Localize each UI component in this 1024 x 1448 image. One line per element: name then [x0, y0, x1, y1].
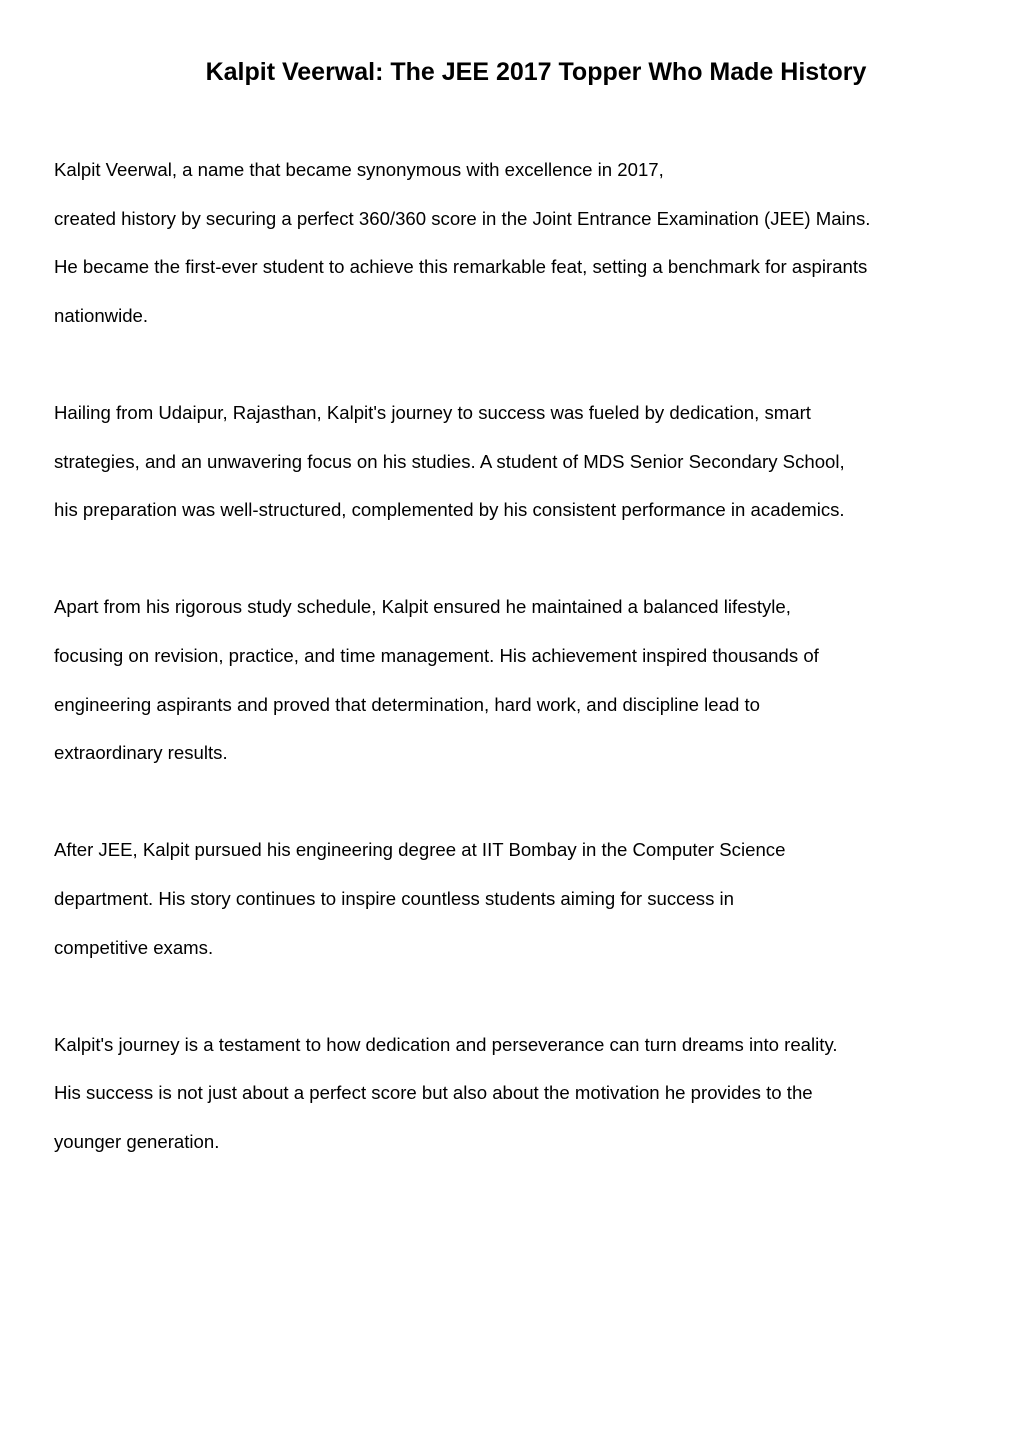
paragraph	[54, 826, 994, 972]
paragraph-line: nationwide.	[54, 304, 149, 326]
paragraph-line: Kalpit's journey is a testament to how dedication and perseverance can turn dreams into reality.	[54, 1033, 838, 1055]
paragraph-line: younger generation.	[54, 1130, 220, 1152]
paragraph	[54, 583, 994, 777]
paragraph-line: He became the first-ever student to achieve this remarkable feat, setting a benchmark for aspirants	[54, 256, 868, 278]
document-title: Kalpit Veerwal: The JEE 2017 Topper Who Made History	[205, 58, 867, 86]
paragraph-line: His success is not just about a perfect score but also about the motivation he provides to the	[54, 1082, 813, 1104]
paragraph-line: competitive exams.	[54, 936, 214, 958]
paragraph-line: created history by securing a perfect 360/360 score in the Joint Entrance Examination (JEE) Mains.	[54, 207, 871, 229]
paragraph-line: After JEE, Kalpit pursued his engineering degree at IIT Bombay in the Computer Science	[54, 839, 786, 861]
paragraph	[54, 1021, 994, 1167]
paragraph-line: strategies, and an unwavering focus on his studies. A student of MDS Senior Secondary School,	[54, 450, 845, 472]
paragraph-line: his preparation was well-structured, complemented by his consistent performance in academics.	[54, 499, 845, 521]
paragraph	[54, 146, 994, 340]
paragraph-line: focusing on revision, practice, and time management. His achievement inspired thousands of	[54, 644, 819, 666]
paragraph-line: department. His story continues to inspire countless students aiming for success in	[54, 887, 735, 909]
document-body	[54, 146, 994, 1215]
paragraph-line: Apart from his rigorous study schedule, Kalpit ensured he maintained a balanced lifestyle,	[54, 596, 791, 618]
paragraph-line: Kalpit Veerwal, a name that became synonymous with excellence in 2017,	[54, 159, 664, 180]
paragraph	[54, 389, 994, 535]
paragraph-line: engineering aspirants and proved that determination, hard work, and discipline lead to	[54, 693, 760, 715]
paragraph-line: Hailing from Udaipur, Rajasthan, Kalpit's journey to success was fueled by dedication, smart	[54, 401, 811, 423]
paragraph-line: extraordinary results.	[54, 742, 228, 764]
